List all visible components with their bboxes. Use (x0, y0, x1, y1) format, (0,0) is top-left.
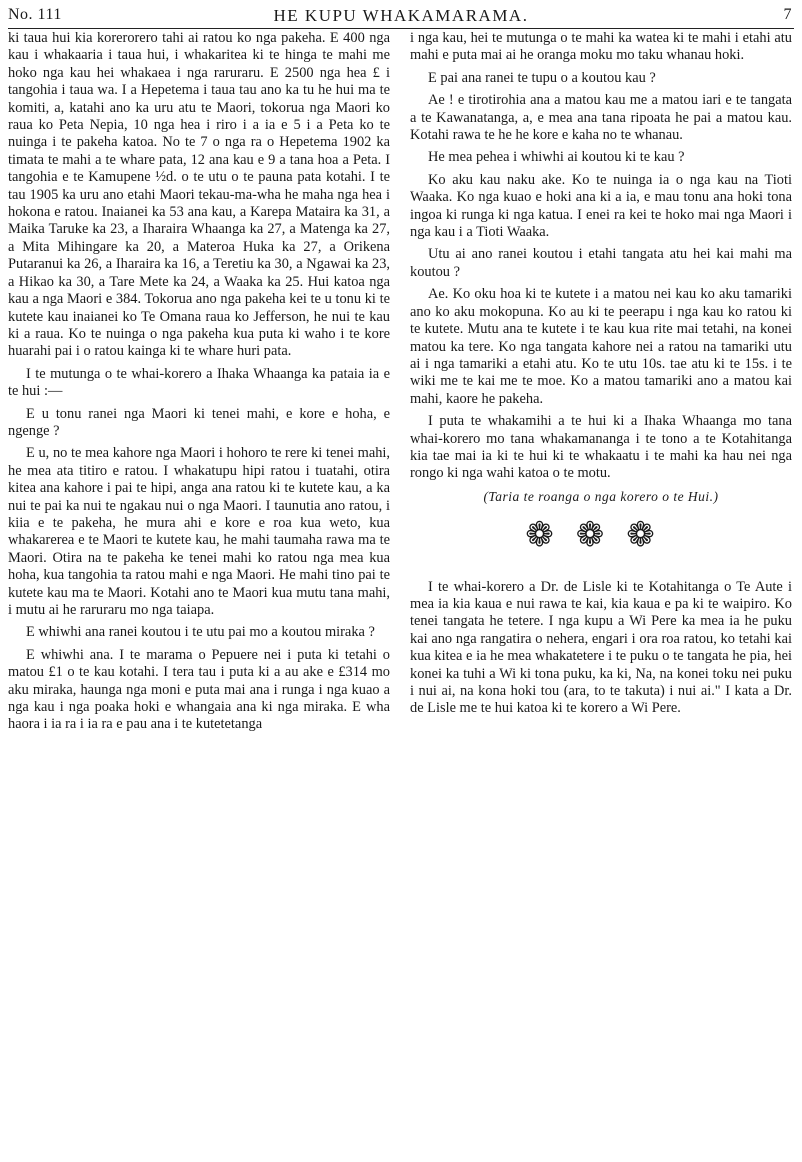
paragraph: ki taua hui kia korerorero tahi ai ratou ko nga pakeha. E 400 nga kau i whakaaria i taua hui, i whakaritea ki te hinga te mahi me hoko nga kau hei whakaea i nga raruraru. E 2500 nga hea £ i tangohia i taua wa. I a Hepetema i taua tau ano ka tu he hui ma te komiti, a, katahi ano ka uru atu te Maori, tokorua nga Maori ko raua ko Peta Nepia, 10 nga hea i riro i a ia e 5 i a Peta ko te nuinga i te pakeha katoa. No te 7 o nga ra o Hepetema 1902 ka timata te mahi a te whare pata, 12 ana kau e 9 a tana hoa a Peta. I tangohia e te Kamupene ½d. o te utu o te pauna pata kotahi. I te tau 1905 ka uru ano etahi Maori tekau-ma-wha he maha nga hea i hokona e ratou. Inaianei ka 53 ana kau, a Karepa Mataira ka 31, a Maika Taruke ka 23, a Iharaira Whaanga ka 27, a Matenga ka 27, a Mita Mihingare ka 20, a Materoa Huka ka 27, a Orikena Putaranui ka 26, a Iharaira ka 16, a Teretiu ka 30, a Ngawai ka 23, a Hikao ka 30, a Tare Mete ka 24, a Waaka ka 25. Hui katoa nga kau a nga Maori e 384. Tokorua ano nga pakeha kei te u tonu ki te kutete kau inaianei ko Te Omana raua ko Jefferson, he nui te kau ki a raua. Ko te nuinga o nga pakeha kua puta ki waho i te kore huarahi pai i o ratou kainga ki te whare huri pata. (8, 30, 390, 360)
answer: E whiwhi ana. I te marama o Pepuere nei i puta ki tetahi o matou £1 o te kau kotahi. I tera tau i puta ki a au ake e £314 mo aku miraka, haunga nga moni e puta mai ana i runga i nga kuao a nga kau i nga poaka hoki e whangaia ana ki nga miraka. E wha haora i ia ra i ia ra e pau ana i te kutetetanga (8, 646, 390, 733)
question: He mea pehea i whiwhi ai koutou ki te kau ? (428, 149, 685, 166)
answer: Ae. Ko oku hoa ki te kutete i a matou nei kau ko aku tamariki ano ko aku mokopuna. Ko au ki te peerapu i nga kau ko ratou ki te kutete. Mutu ana te kutete i te kau kua rite mai tetahi, na konei matou ka tere. Ko nga tangata kahore nei a ratou na tamariki utu ai i nga tamariki a etahi atu. Ko te utu 10s. tae atu ki te 15s. i te wiki me te kai me te moe. Ko a matou tamariki ano a matou kai mahi, kaore he pakeha. (410, 286, 792, 407)
running-header (8, 4, 794, 29)
right-column (410, 30, 792, 723)
question: E whiwhi ana ranei koutou i te utu pai mo a koutou miraka ? (26, 624, 375, 641)
continuation-caption: (Taria te roanga o nga korero o te Hui.) (483, 488, 719, 504)
flower-ornament-icon: ❁ (575, 517, 627, 555)
paragraph: I te whai-korero a Dr. de Lisle ki te Kotahitanga o Te Aute i mea ia kia kaua e nui rawa te kai, kia kaua e pa ki te waipiro. Ko tenei tangata he tetere. I nga kupu a Wi Pere ka mea ia he puku kai ano nga rangatira o nehera, engari i ora roa ratou, ko tetahi kai kua kitea e ia he mea whakatetere i te puku o te tangata he pia, hei konei ka tuhi a Wi ki tona puku, ka ki, Na, na konei toku nei puku i nui ai, na kona hoki tou (ara, to te takuta) i nui ai." I kata a Dr. de Lisle me te hui katoa ki te korero a Wi Pere. (410, 578, 792, 717)
paragraph: i nga kau, hei te mutunga o te mahi ka watea ki te mahi i etahi atu mahi e puta mai ai he oranga moku mo taku whanau hoki. (410, 30, 792, 64)
left-column (8, 30, 390, 739)
page-number: 7 (783, 6, 792, 23)
answer: E u, no te mea kahore nga Maori i hohoro te rere ki tenei mahi, he mea ata titiro e ratou. I whakatupu hipi ratou i tuatahi, otira kitea ana kahore i pai te hipi, anga ana ratou ki te kutete kau, a ka nui te pai ka nui te ngakau nui o nga Maori. I taunutia ano ratou, i kiia e te pakeha, he mura ahi e kore e roa kua weto, kua whakarerea e te Maori te kutete kau, he mahi taumaha rawa ma te Maori. Otira na te pakeha ke tenei mahi ko ratou nga mea kua hoha, kua tangohia ta ratou mahi e nga Maori. He mahi tino pai te kutete kau ma te Maori. Kotahi ano te Maori kua mutu tana mahi, i mutu ai he raruraru mo nga taiapa. (8, 445, 390, 618)
paragraph: I te mutunga o te whai-korero a Ihaka Whaanga ka pataia ia e te hui :— (8, 365, 390, 400)
answer: Ae ! e tirotirohia ana a matou kau me a matou iari e te tangata a te Kawanatanga, a, e mea ana tana ripoata he pai a matou kau. Kotahi rawa te he he kore e kaha no te whanau. (410, 92, 792, 144)
journal-title: HE KUPU WHAKAMARAMA. (273, 6, 529, 25)
answer: Ko aku kau naku ake. Ko te nuinga ia o nga kau na Tioti Waaka. Ko nga kuao e hoki ana ki a ia, e mau tonu ana hoki tona ingoa ki runga ki nga katua. I enei ra kei te hoko mai nga Maori i nga kau i a Tioti Waaka. (410, 171, 792, 241)
question: E u tonu ranei nga Maori ki tenei mahi, e kore e hoha, e ngenge ? (8, 405, 390, 439)
question: Utu ai ano ranei koutou i etahi tangata atu hei kai mahi ma koutou ? (410, 246, 792, 280)
flower-ornament-icon: ❁ (525, 517, 576, 555)
question: E pai ana ranei te tupu o a koutou kau ? (428, 69, 656, 86)
issue-number: No. 111 (8, 6, 62, 23)
ornament-divider (410, 517, 792, 555)
paragraph: I puta te whakamihi a te hui ki a Ihaka Whaanga mo tana whai-korero mo tana whakamananga i te tono a te Kotahitanga kia tae mai ia ki te hui ki te whakaatu i te mahi ka hau nei nga rongo ki nga wahi katoa o te motu. (410, 413, 792, 482)
flower-ornament-icon: ❁ (626, 517, 677, 555)
